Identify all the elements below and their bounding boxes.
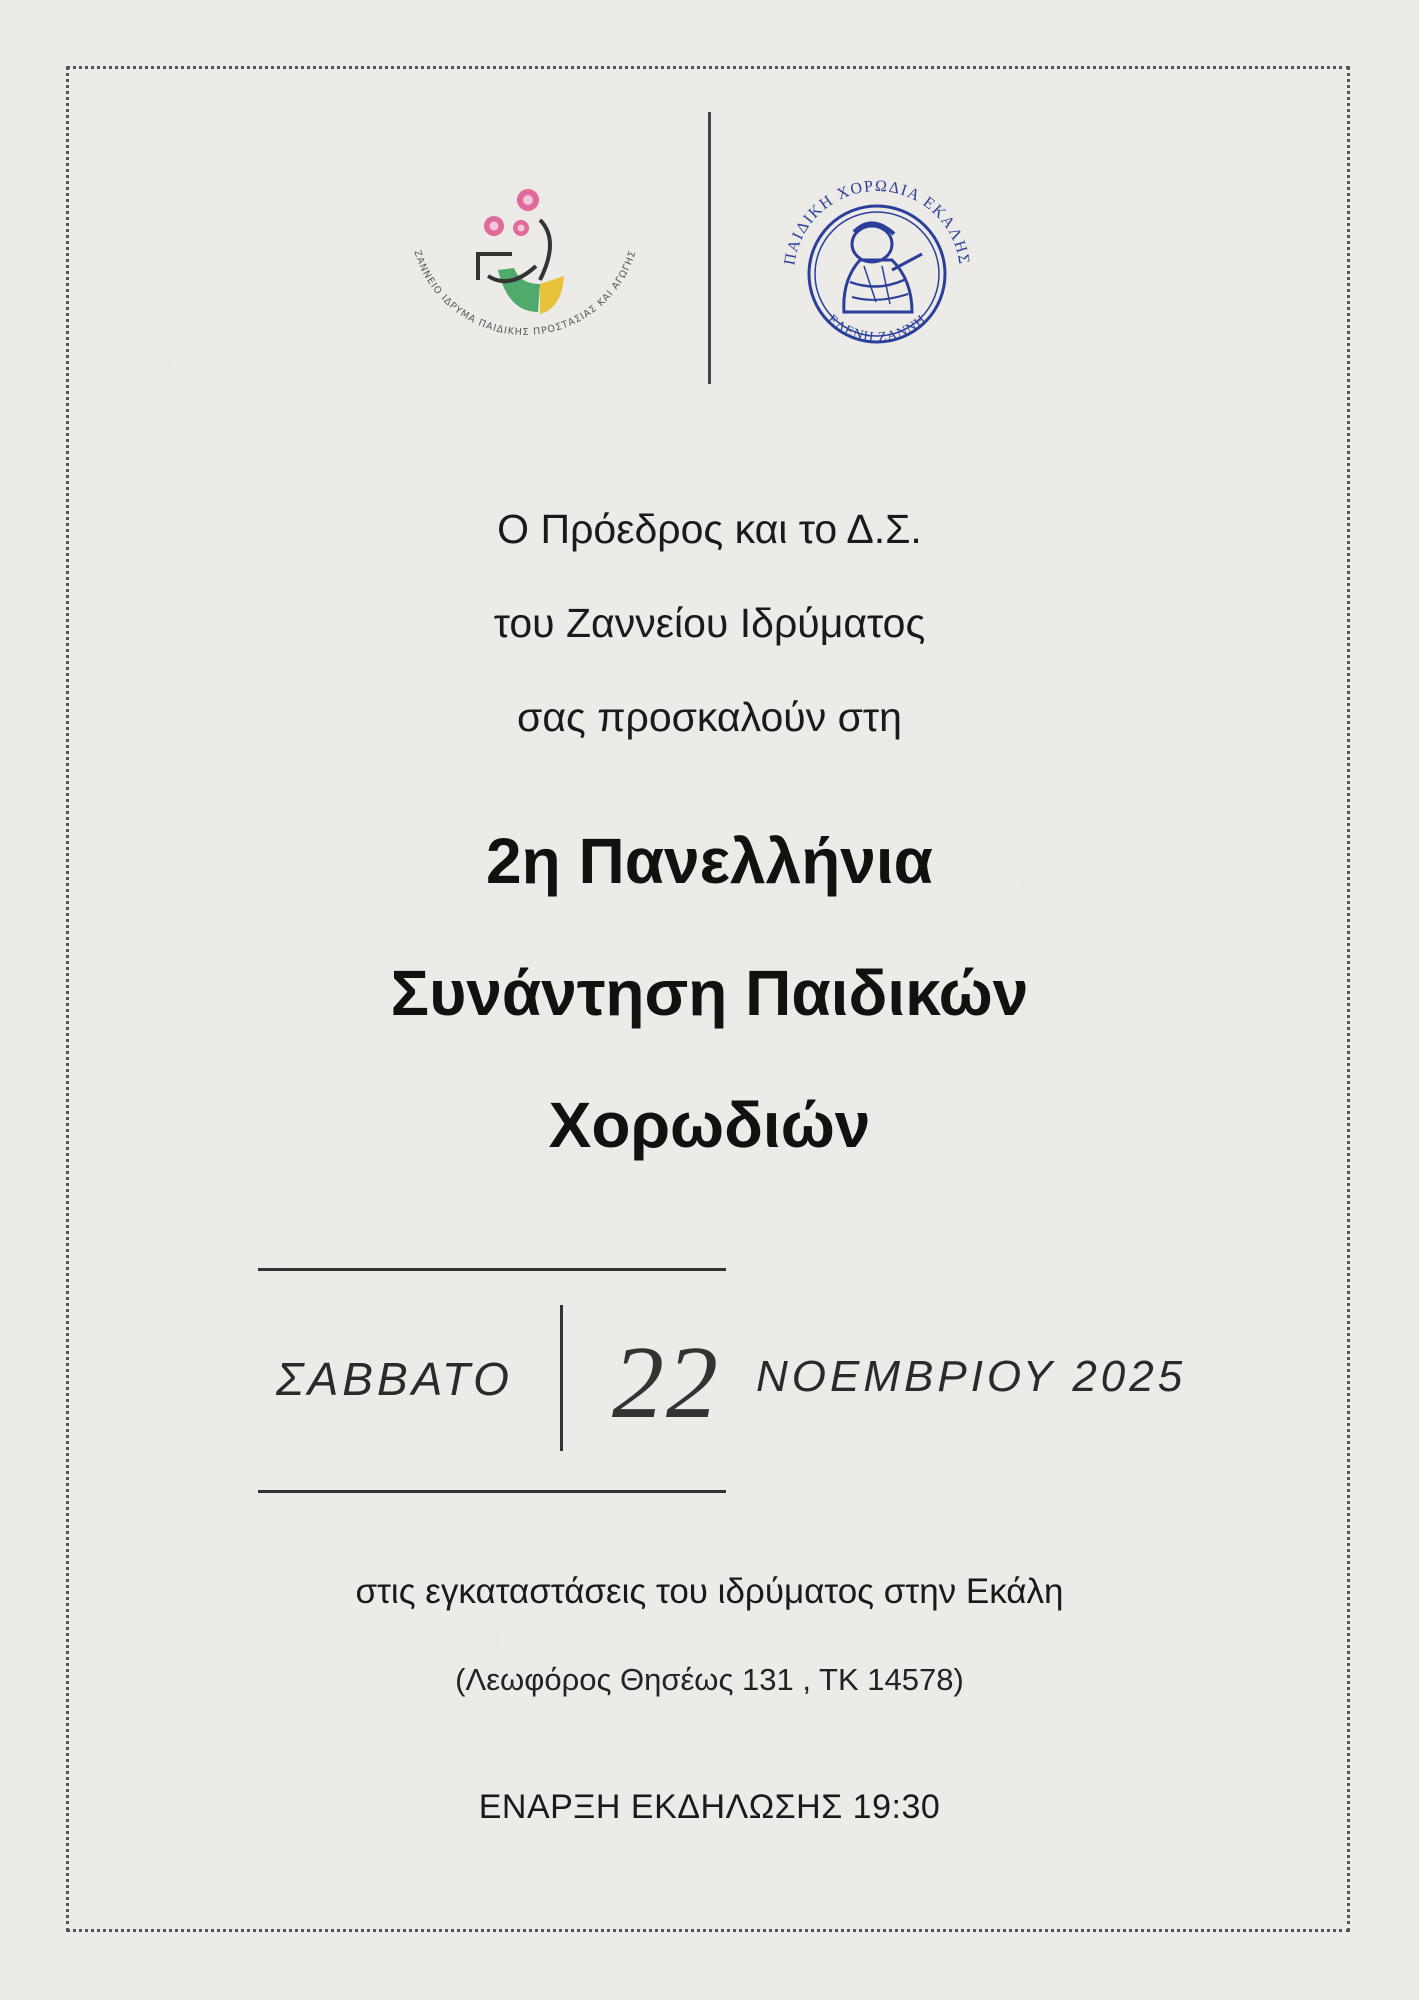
- title-line-3: Χορωδιών: [548, 1089, 871, 1161]
- date-top-rule: [258, 1268, 726, 1271]
- choir-arc-top-text: ΠΑΙΔΙΚΗ ΧΟΡΩΔΙΑ ΕΚΑΛΗΣ: [781, 177, 973, 267]
- intro-line-2: του Ζαννείου Ιδρύματος: [493, 600, 926, 646]
- intro-line-3: σας προσκαλούν στη: [517, 694, 902, 740]
- title-line-2: Συνάντηση Παιδικών: [390, 957, 1029, 1029]
- date-weekday: ΣΑΒΒΑΤΟ: [276, 1353, 513, 1405]
- event-start-time: ΕΝΑΡΞΗ ΕΚΔΗΛΩΣΗΣ 19:30: [478, 1788, 941, 1826]
- ekali-choir-seal-logo: [772, 162, 982, 372]
- intro-text: [0, 482, 1419, 764]
- title-line-1: 2η Πανελλήνια: [486, 825, 933, 897]
- date-month-year: ΝΟΕΜΒΡΙΟΥ 2025: [756, 1352, 1187, 1401]
- choir-arc-bottom-text: ΕΛΕΝΗ ΖΑΝΝΗ: [824, 312, 930, 346]
- intro-line-1: Ο Πρόεδρος και το Δ.Σ.: [497, 506, 922, 552]
- date-bottom-rule: [258, 1490, 726, 1493]
- date-divider: [560, 1305, 563, 1451]
- venue-address: (Λεωφόρος Θησέως 131 , ΤΚ 14578): [455, 1662, 964, 1697]
- logo-divider: [708, 112, 711, 384]
- date-day: 22: [612, 1325, 720, 1440]
- zanneio-foundation-logo: [390, 180, 660, 350]
- zanneio-arc-text: ΖΑΝΝΕΙΟ ΙΔΡΥΜΑ ΠΑΙΔΙΚΗΣ ΠΡΟΣΤΑΣΙΑΣ ΚΑΙ ΑΓΩΓΗΣ: [411, 248, 639, 339]
- venue-line: στις εγκαταστάσεις του ιδρύματος στην Εκάλη: [355, 1572, 1064, 1611]
- event-title: [0, 795, 1419, 1191]
- date-row: [0, 1305, 1419, 1455]
